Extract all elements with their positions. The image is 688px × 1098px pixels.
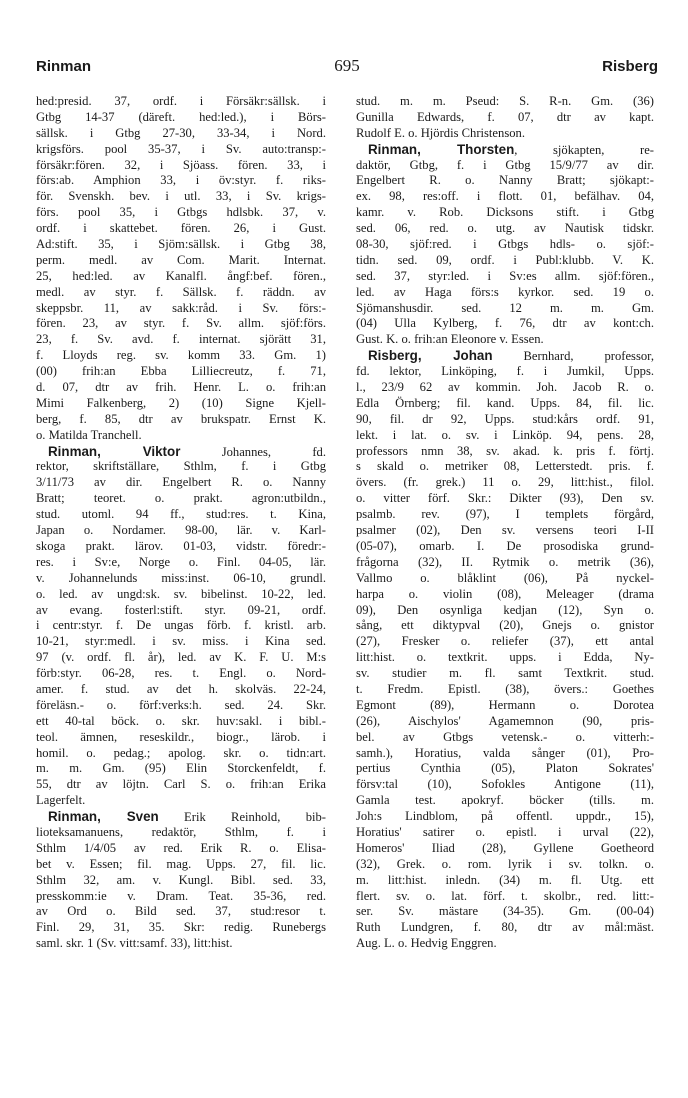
- text-line: samh.), Horatius, valda sånger (01), Pro-: [356, 745, 654, 760]
- text-line: Egmont (89), Hermann o. Dorotea: [356, 697, 654, 712]
- text-line: Ruth Lundgren, f. 80, dtr av mål:mäst.: [356, 920, 654, 935]
- text-line: Aug. L. o. Hedvig Enggren.: [356, 936, 497, 951]
- text-line: Joh:s Lindblom, på offentl. uppdr., 15),: [356, 809, 654, 824]
- text-line: föreläsn.- o. förf:verks:h. sed. 24. Skr.: [36, 697, 326, 712]
- text-line: psalmb. rev. (97), I templets förgård,: [356, 507, 654, 522]
- text-line: ser. Sv. mästare (34-35). Gm. (00-04): [356, 904, 654, 919]
- text-line: pertius Cynthia (05), Platon Sokrates': [356, 761, 654, 776]
- text-line: sed. 06, red. o. utg. av Nautisk tidskr.: [356, 221, 654, 236]
- text-line: tidn. sed. 09, ordf. i Publ:klubb. V. K.: [356, 252, 654, 267]
- text-line: flert. sv. o. lat. förf. t. skolbr., red. litt:-: [356, 888, 654, 903]
- text-line: Edla Örnberg; fil. kand. Upps. 84, fil. lic.: [356, 395, 654, 410]
- text-line: försäkr:fören. 32, i Sjöass. fören. 33, i: [36, 157, 326, 172]
- text-line: krigsförs. pool 35-37, i Sv. auto:transp:-: [36, 141, 326, 156]
- text-line: Rinman, Viktor Johannes, fd.: [48, 443, 326, 459]
- page-number: 695: [334, 56, 360, 75]
- text-line: 10-21, styr:medl. i sv. miss. i Kina sed.: [36, 634, 326, 649]
- text-line: professors nmn 38, sv. akad. k. pris f. förtj.: [356, 443, 654, 458]
- text-line: Rudolf E. o. Hjördis Christenson.: [356, 125, 525, 140]
- text-line: psalmer (02), Den sv. versens teori I-II: [356, 523, 654, 538]
- text-line: (32), Grek. o. rom. lyrik i sv. tolkn. o.: [356, 856, 654, 871]
- text-line: (05-07), omarb. I. De prosodiska grund-: [356, 538, 654, 553]
- text-line: ex. 98, res:off. i flott. 01, befälhav. 04,: [356, 189, 654, 204]
- text-line: 55, dtr av löjtn. Carl S. o. frih:an Erika: [36, 777, 326, 792]
- text-line: Sthlm 1/4/05 av red. Erik R. o. Elisa-: [36, 840, 326, 855]
- text-line: Gtbg 14-37 (däreft. hed:led.), i Börs-: [36, 109, 326, 124]
- text-line: l., 23/9 62 av kommin. Joh. Jacob R. o.: [356, 380, 654, 395]
- text-line: 23, f. Sv. avd. f. internat. sjörätt 31,: [36, 332, 326, 347]
- text-line: (27), Fresker o. reliefer (37), ett antal: [356, 634, 654, 649]
- text-line: förs. pool 35, i Gtbgs hdlsbk. 37, v.: [36, 205, 326, 220]
- text-line: sv. studier m. fl. samt Textkrit. stud.: [356, 666, 654, 681]
- text-line: medl. av styr. f. Sällsk. f. räddn. av: [36, 284, 326, 299]
- text-line: fören. 23, av styr. f. Sv. allm. sjöf:förs.: [36, 316, 326, 331]
- text-line: saml. skr. 1 (Sv. vitt:samf. 33), litt:hist.: [36, 936, 233, 951]
- text-line: (00) frih:an Ebba Lilliecreutz, f. 71,: [36, 364, 326, 379]
- text-line: bet v. Essen; fil. mag. Upps. 27, fil. lic.: [36, 856, 326, 871]
- text-line: lioteksamanuens, redaktör, Sthlm, f. i: [36, 824, 326, 839]
- text-line: Engelbert R. o. Nanny Bratt; sjökapt:-: [356, 173, 654, 188]
- text-line: presskomm:ie v. Dram. Teat. 35-36, red.: [36, 888, 326, 903]
- text-line: 09), Den osynliga kedjan (12), Syn o.: [356, 602, 654, 617]
- text-line: o. led. av ungd:sk. sv. bibelinst. 10-22, led.: [36, 586, 326, 601]
- text-line: i centr:styr. f. De ungas förb. f. kristl. arb.: [36, 618, 326, 633]
- text-line: t. Fredm. Epistl. (38), övers.: Goethes: [356, 681, 654, 696]
- text-line: m. m. Gm. (95) Elin Storckenfeldt, f.: [36, 761, 326, 776]
- text-line: (04) Ulla Kylberg, f. 76, dtr av kont:ch.: [356, 316, 654, 331]
- text-line: o. vitter förf. Skr.: Dikter (93), Den sv.: [356, 491, 654, 506]
- text-line: Risberg, Johan Bernhard, professor,: [368, 348, 654, 364]
- text-line: (26), Aischylos' Agamemnon (90, pris-: [356, 713, 654, 728]
- text-line: berg, f. 85, dtr av brukspatr. Ernst K.: [36, 411, 326, 426]
- text-line: Lagerfelt.: [36, 793, 86, 808]
- text-line: Rinman, Thorsten, sjökapten, re-: [368, 141, 654, 157]
- text-line: teol. ämnen, reseskildr., biogr., lärob. i: [36, 729, 326, 744]
- running-head-right: Risberg: [602, 58, 658, 75]
- text-line: lekt. i lat. o. sv. i Linköp. 94, pens. 28,: [356, 427, 654, 442]
- text-line: f. Lloyds reg. sv. komm 33. Gm. 1): [36, 348, 326, 363]
- text-line: förs:ab. Amphion 33, i öv:styr. f. riks-: [36, 173, 326, 188]
- text-line: Vallmo o. blåklint (06), På nyckel-: [356, 570, 654, 585]
- text-line: skoga prakt. lärov. 01-03, vidstr. föredr:-: [36, 538, 326, 553]
- text-line: s skald o. metriker 08, Letterstedt. pris. f.: [356, 459, 654, 474]
- text-line: övers. (fr. grek.) 11 o. 29, litt:hist., filol.: [356, 475, 654, 490]
- text-line: ett 40-tal böck. o. skr. huv:sakl. i bibl.-: [36, 713, 326, 728]
- text-line: Japan o. Nordamer. 98-00, lär. v. Karl-: [36, 523, 326, 538]
- text-line: kamr. v. Rob. Dicksons stift. i Gtbg: [356, 205, 654, 220]
- text-line: hed:presid. 37, ordf. i Försäkr:sällsk. i: [36, 94, 326, 108]
- text-line: harpa o. violin (08), Meleager (drama: [356, 586, 654, 601]
- text-line: perm. medl. av Com. Marit. Internat.: [36, 252, 326, 267]
- text-line: ordf. i skattebet. fören. 26, i Gust.: [36, 221, 326, 236]
- running-head-left: Rinman: [36, 58, 92, 75]
- text-line: o. Matilda Tranchell.: [36, 427, 142, 442]
- page-header: [36, 58, 658, 82]
- text-line: v. Johannelunds miss:inst. 06-10, grundl.: [36, 570, 326, 585]
- text-line: homil. o. pedag.; apolog. skr. o. tidn:art.: [36, 745, 326, 760]
- text-line: stud. m. m. Pseud: S. R-n. Gm. (36): [356, 94, 654, 108]
- right-column: [356, 94, 654, 952]
- text-line: Finl. 29, 31, 35. Skr: redig. Runebergs: [36, 920, 326, 935]
- text-line: litt:hist. o. textkrit. upps. i Edda, Ny-: [356, 650, 654, 665]
- text-line: Rinman, Sven Erik Reinhold, bib-: [48, 809, 326, 825]
- text-line: d. 07, dtr av frih. Henr. L. o. frih:an: [36, 380, 326, 395]
- text-line: led. av Haga förs:s kyrkor. sed. 19 o.: [356, 284, 654, 299]
- text-line: rektor, skriftställare, Sthlm, f. i Gtbg: [36, 459, 326, 474]
- text-line: av Ord o. Bild sed. 37, stud:resor t.: [36, 904, 326, 919]
- text-line: amer. f. stud. av det h. skolväs. 22-24,: [36, 681, 326, 696]
- text-line: res. i Sv:e, Norge o. Finl. 04-05, lär.: [36, 554, 326, 569]
- text-line: bel. av Gtbgs vetensk.- o. vitterh:-: [356, 729, 654, 744]
- text-line: Horatius' satirer o. epistl. i urval (22),: [356, 824, 654, 839]
- text-line: 97 (v. ordf. fl. år), led. av K. F. U. M:s: [36, 650, 326, 665]
- text-line: sällsk. i Gtbg 27-30, 33-34, i Nord.: [36, 125, 326, 140]
- text-line: 90, fil. dr 92, Upps. stud:kårs ordf. 91,: [356, 411, 654, 426]
- text-line: för. Svenskh. bev. i utl. 33, i Sv. krigs-: [36, 189, 326, 204]
- text-line: Gunilla Edwards, f. 07, dtr av kapt.: [356, 109, 654, 124]
- text-line: frågorna (32), II. Rytmik o. metrik (36),: [356, 554, 654, 569]
- text-line: försv:tal (10), Sofokles Antigone (11),: [356, 777, 654, 792]
- text-line: Gamla test. apokryf. böcker (tills. m.: [356, 793, 654, 808]
- text-line: Gust. K. o. frih:an Eleonore v. Essen.: [356, 332, 544, 347]
- text-line: Ad:stift. 35, i Sjöm:sällsk. i Gtbg 38,: [36, 237, 326, 252]
- text-line: sång, ett diktурval (20), Gnejs o. gnistor: [356, 618, 654, 633]
- text-line: Homeros' Iliad (28), Gyllene Goetheord: [356, 840, 654, 855]
- text-line: stud. utoml. 94 ff., stud:res. t. Kina,: [36, 507, 326, 522]
- text-line: skeppsbr. 11, av sakk:råd. i Sv. förs:-: [36, 300, 326, 315]
- text-line: av evang. fosterl:stift. styr. 09-21, ordf.: [36, 602, 326, 617]
- text-line: förb:styr. 06-28, res. t. Engl. o. Nord-: [36, 666, 326, 681]
- text-line: 3/11/73 av dir. Engelbert R. o. Nanny: [36, 475, 326, 490]
- text-line: Sthlm 32, am. v. Kungl. Bibl. sed. 33,: [36, 872, 326, 887]
- text-line: sed. 37, styr:led. i Sv:es allm. sjöf:fören.,: [356, 268, 654, 283]
- left-column: [36, 94, 326, 952]
- text-line: m. litt:hist. inledn. (34) m. fl. Utg. ett: [356, 872, 654, 887]
- text-line: Sjömanshusdir. sed. 12 m. m. Gm.: [356, 300, 654, 315]
- text-line: Mimi Falkenberg, 2) (10) Signe Kjell-: [36, 395, 326, 410]
- text-line: 25, hed:led. av Kanalfl. ångf:bef. fören.,: [36, 268, 326, 283]
- text-line: fd. lektor, Linköping, f. i Jumkil, Upps.: [356, 364, 654, 379]
- text-line: 08-30, sjöf:red. i Gtbgs hdls- o. sjöf:-: [356, 237, 654, 252]
- text-line: daktör, Gtbg, f. i Gtbg 15/9/77 av dir.: [356, 157, 654, 172]
- text-line: Bratt; teoret. o. prakt. agron:utbildn.,: [36, 491, 326, 506]
